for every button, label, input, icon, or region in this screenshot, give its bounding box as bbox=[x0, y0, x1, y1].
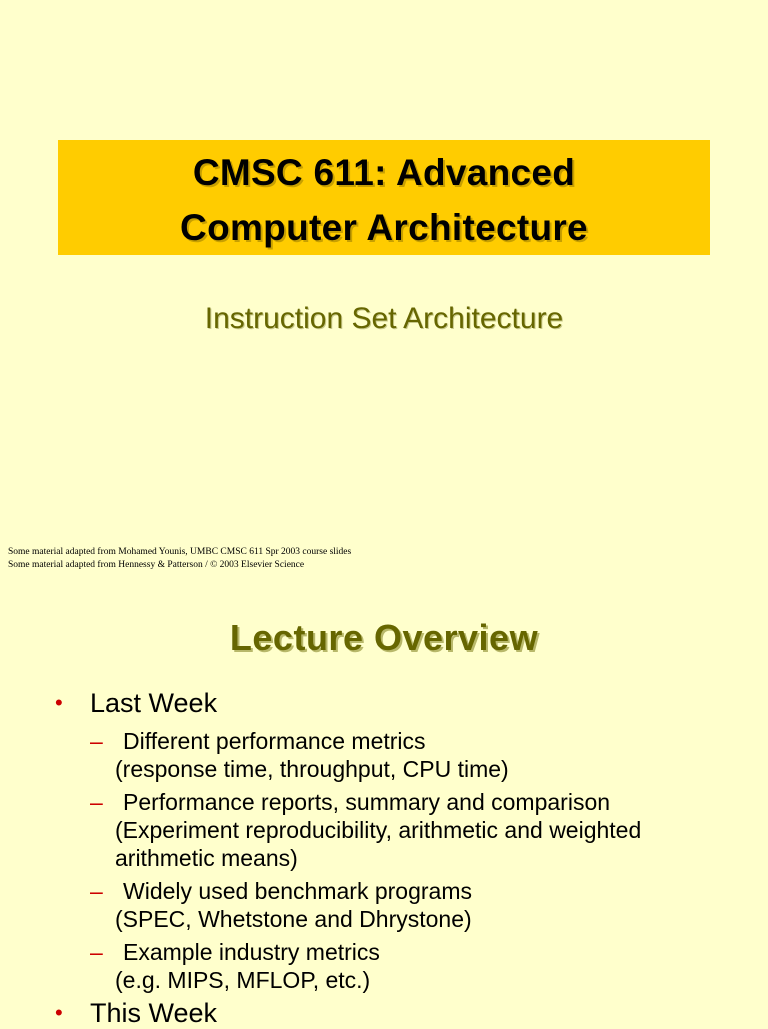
bullet-label: Last Week bbox=[90, 688, 218, 718]
dash-icon: – bbox=[90, 939, 103, 965]
sub-item-detail: (SPEC, Whetstone and Dhrystone) bbox=[115, 906, 472, 932]
sub-item-heading: Performance reports, summary and comparison bbox=[123, 789, 611, 815]
credit-line-2: Some material adapted from Hennessy & Patterson / © 2003 Elsevier Science bbox=[8, 559, 305, 570]
bullet-label: This Week bbox=[90, 998, 218, 1028]
credits bbox=[8, 546, 351, 571]
title-line-2: Computer Architecture bbox=[180, 207, 588, 248]
sub-item bbox=[90, 727, 509, 783]
bullet-dot-icon: • bbox=[55, 690, 63, 715]
overview-title: Lecture Overview bbox=[229, 617, 539, 658]
sub-item-detail: (e.g. MIPS, MFLOP, etc.) bbox=[115, 967, 371, 993]
sub-item-detail: (response time, throughput, CPU time) bbox=[115, 756, 509, 782]
sub-item-heading: Widely used benchmark programs bbox=[123, 878, 472, 904]
bullet-dot-icon: • bbox=[55, 1000, 63, 1025]
slide-subtitle: Instruction Set Architecture bbox=[204, 302, 564, 335]
title-line-1: CMSC 611: Advanced bbox=[192, 152, 576, 193]
dash-icon: – bbox=[90, 878, 103, 904]
sub-item-detail: (Experiment reproducibility, arithmetic and weighted bbox=[115, 817, 642, 843]
sub-item bbox=[90, 938, 380, 994]
credit-line-1: Some material adapted from Mohamed Younis, UMBC CMSC 611 Spr 2003 course slides bbox=[8, 547, 352, 557]
sub-item-heading: Different performance metrics bbox=[123, 728, 426, 754]
title-banner bbox=[58, 140, 710, 255]
sub-item-heading: Example industry metrics bbox=[123, 939, 380, 965]
bullet-this-week bbox=[55, 998, 218, 1029]
sub-item bbox=[90, 788, 642, 872]
bullet-last-week bbox=[55, 688, 218, 719]
sub-item bbox=[90, 877, 472, 933]
dash-icon: – bbox=[90, 728, 103, 754]
sub-item-detail: arithmetic means) bbox=[115, 845, 298, 871]
dash-icon: – bbox=[90, 789, 103, 815]
